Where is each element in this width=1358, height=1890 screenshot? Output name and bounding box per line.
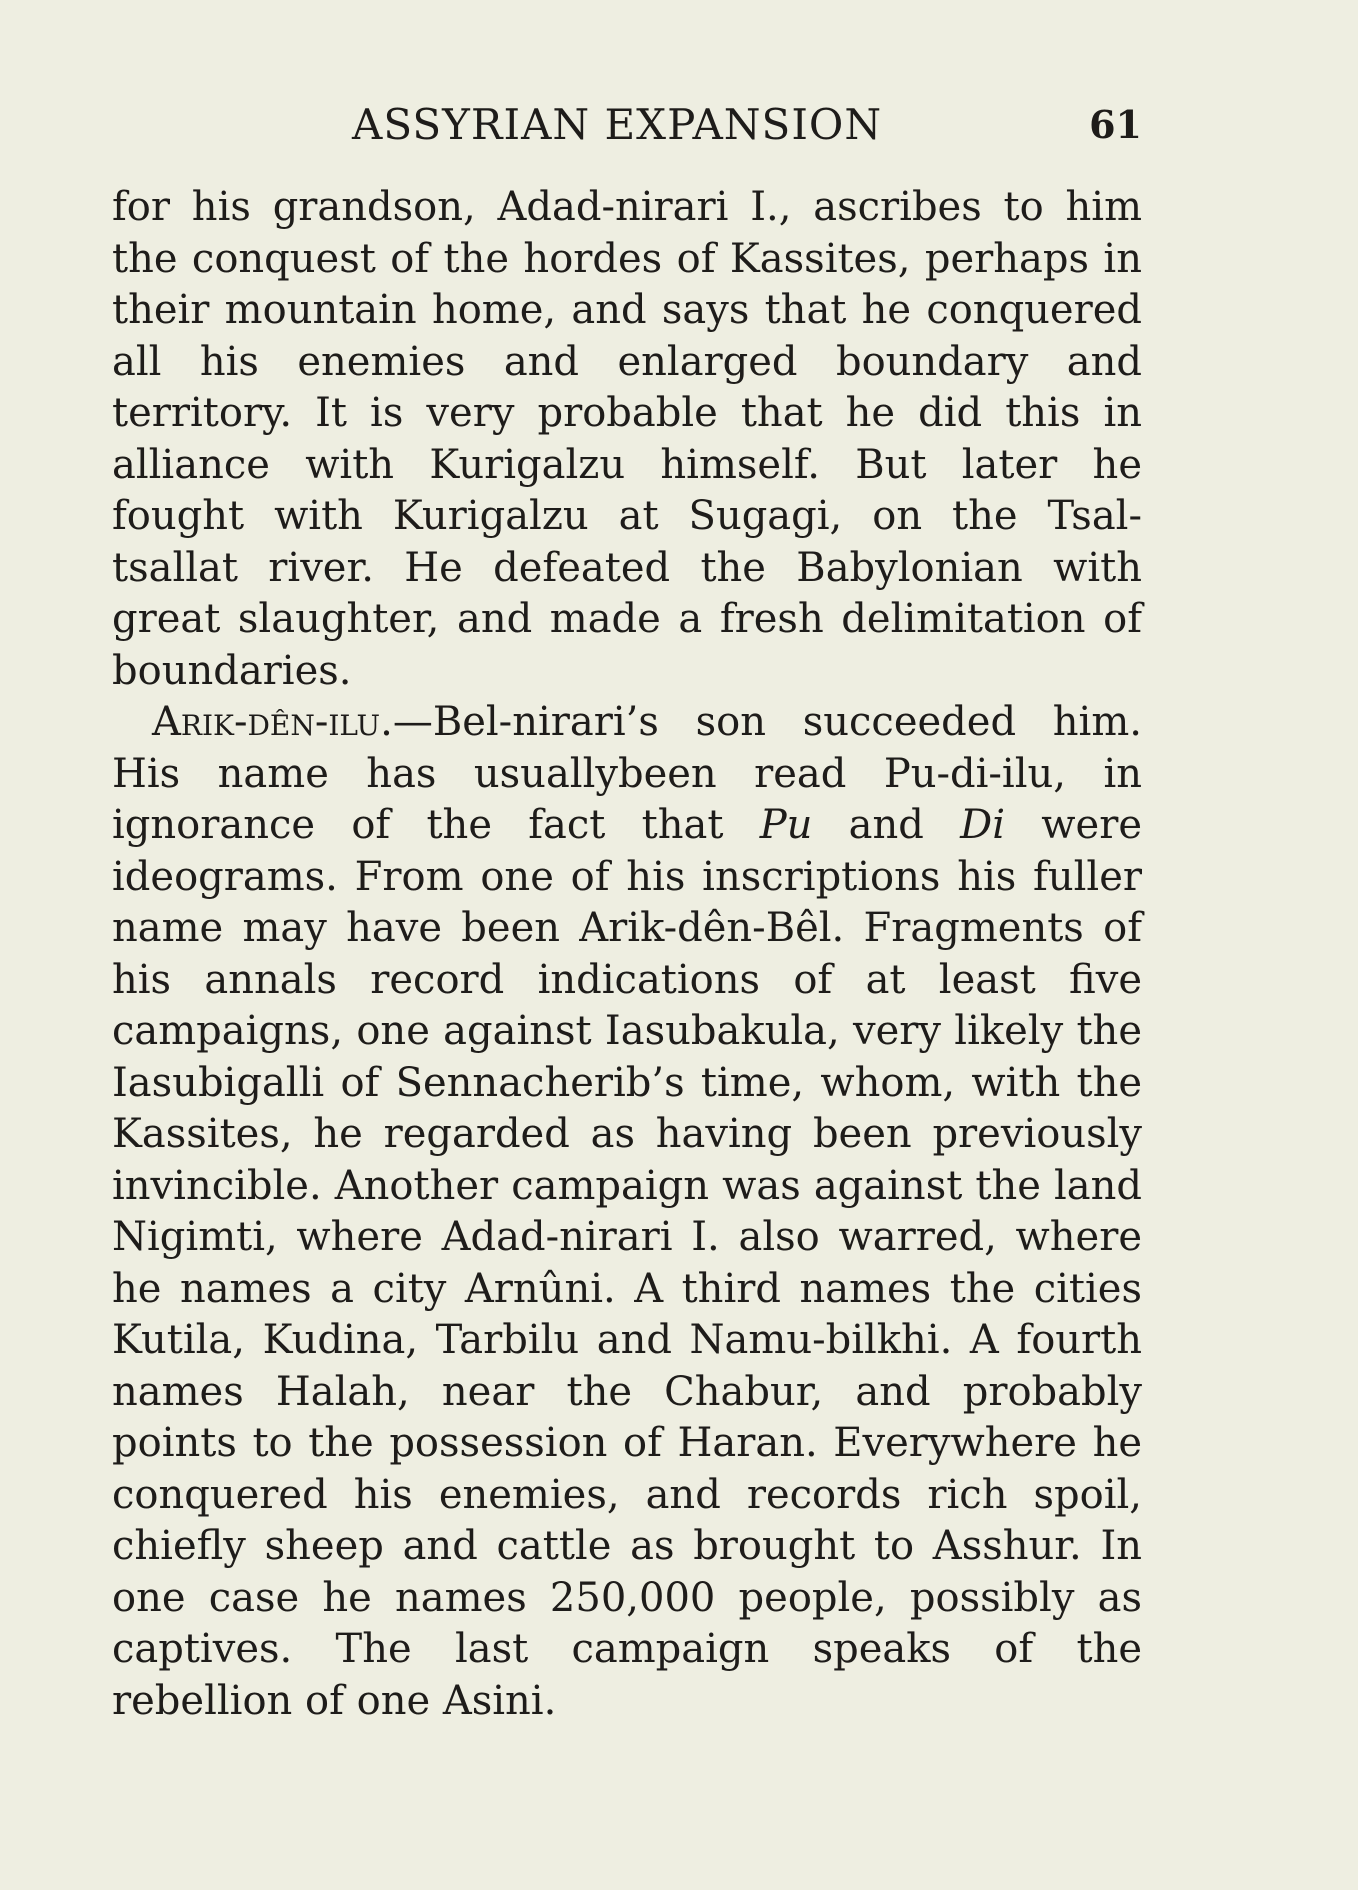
paragraph-2 — [112, 697, 1142, 1727]
paragraph-2-text-part3: were ideograms. From one of his inscriptions his fuller name may have been Arik-dên-Bêl. Fragments of his annals record indications of at least five campaigns, one against Iasubakula, very likely the Iasubigalli of Sennacherib’s time, whom, with the Kassites, he regarded as having been previously invincible. Another campaign was against the land Nigimti, where Adad-nirari I. also warred, where he names a city Arnûni. A third names the cities Kutila, Kudina, Tarbilu and Namu-bilkhi. A fourth names Halah, near the Chabur, and probably points to the possession of Haran. Everywhere he conquered his enemies, and records rich spoil, chiefly sheep and cattle as brought to Asshur. In one case he names 250,000 people, possibly as captives. The last campaign speaks of the rebellion of one Asini. — [112, 802, 1142, 1724]
running-head-title: ASSYRIAN EXPANSION — [352, 100, 883, 149]
section-heading: Arik-dên-ilu. — [152, 699, 393, 745]
paragraph-2-text-part1: —Bel-nirari’s son succeeded him. His name has usuallybeen read Pu-di-ilu, in ignorance of the fact that — [112, 699, 1142, 848]
paragraph-2-text-part2: and — [812, 802, 961, 848]
running-head — [112, 100, 1142, 150]
italic-term-pu: Pu — [759, 802, 813, 848]
paragraph-1: for his grandson, Adad-nirari I., ascribes to him the conquest of the hordes of Kassites, perhaps in their mountain home, and says that he conquered all his enemies and enlarged boundary and territory. It is very probable that he did this in alliance with Kurigalzu himself. But later he fought with Kurigalzu at Sugagi, on the Tsal-tsallat river. He defeated the Babylonian with great slaughter, and made a fresh delimitation of boundaries. — [112, 184, 1142, 694]
page-number: 61 — [1089, 102, 1142, 147]
italic-term-di: Di — [960, 802, 1006, 848]
body-text — [112, 182, 1142, 1727]
